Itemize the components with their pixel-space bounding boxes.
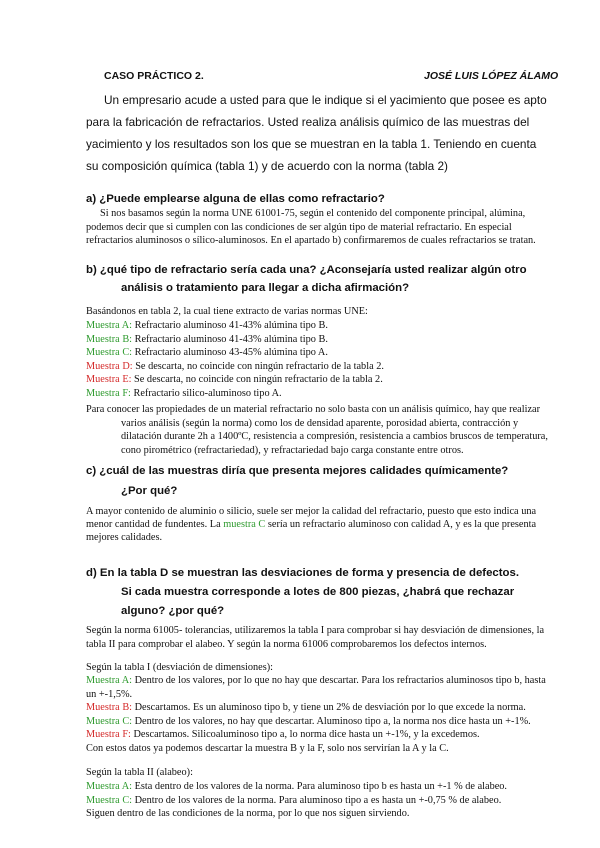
- result-text: Esta dentro de los valores de la norma. Para aluminoso tipo b es hasta un +-1 % de alabeo.: [132, 781, 508, 792]
- sample-item: [86, 346, 384, 360]
- sample-text: Refractario aluminoso 43-45% alúmina tipo A.: [132, 347, 328, 359]
- result-item: [86, 688, 546, 702]
- result-text: Descartamos. Silicoaluminoso tipo a, lo norma dice hasta un +-1%, y la excedemos.: [130, 729, 480, 741]
- sample-text: Refractario aluminoso 41-43% alúmina tipo B.: [132, 320, 328, 331]
- intro-line-3: yacimiento y los resultados son los que se muestran en la tabla 1. Teniendo en cuenta: [86, 137, 537, 151]
- answer-c-line-1: A mayor contenido de aluminio o silicio, suele ser mejor la calidad del refractario, puesto que esto indica una: [86, 506, 537, 517]
- table1-title: Según la tabla I (desviación de dimensiones):: [86, 662, 274, 673]
- sample-label: Muestra C:: [86, 347, 133, 359]
- question-d-title-1: d) En la tabla D se muestran las desviaciones de forma y presencia de defectos.: [86, 567, 520, 579]
- result-item: [86, 742, 546, 756]
- result-text: Siguen dentro de las condiciones de la norma, por lo que nos siguen sirviendo.: [86, 808, 410, 820]
- sample-label: Muestra D:: [86, 360, 133, 372]
- highlight-sample: muestra C: [223, 519, 266, 530]
- answer-b-extra-4: cono pirométrico (refractariedad), y refractariedad bajo carga constante entre otros.: [121, 445, 464, 456]
- intro-line-4: su composición química (tabla 1) y de acuerdo con la norma (tabla 2): [86, 159, 448, 173]
- sample-item: [86, 360, 384, 374]
- answer-b-extra-1: Para conocer las propiedades de un material refractario no solo basta con un análisis químico, hay que realizar: [86, 404, 541, 415]
- sample-item: [86, 333, 384, 347]
- result-text: Dentro de los valores de la norma. Para aluminoso tipo a es hasta un +-0,75 % de alabeo.: [132, 794, 502, 806]
- answer-c-text: sería un refractario aluminoso con calidad A, y es la que presenta: [265, 519, 537, 530]
- answer-d-intro-1: Según la norma 61005- tolerancias, utilizaremos la tabla I para comprobar si hay desviación de dimensiones, la: [86, 625, 545, 636]
- intro-line-1: Un empresario acude a usted para que le indique si el yacimiento que posee es apto: [104, 93, 547, 107]
- question-c-title-2: ¿Por qué?: [121, 485, 178, 497]
- answer-c-line-2: [86, 518, 536, 532]
- sample-item: [86, 387, 384, 401]
- question-b-title-2: análisis o tratamiento para llegar a dicha afirmación?: [121, 282, 410, 294]
- result-item: [86, 794, 507, 808]
- answer-a-line-1: Si nos basamos según la norma UNE 61001-75, según el contenido del componente principal, alúmina,: [100, 208, 526, 219]
- question-d-title-3: alguno? ¿por qué?: [121, 605, 225, 617]
- sample-label: Muestra B:: [86, 702, 133, 714]
- table2-results: [86, 780, 507, 821]
- result-text: Dentro de los valores, por lo que no hay que descartar. Para los refractarios aluminosos tipo b, hasta: [132, 675, 546, 686]
- result-text: un +-1,5%.: [86, 688, 133, 700]
- answer-b-extra-2: varios análisis (según la norma) como los de densidad aparente, porosidad abierta, contracción y: [121, 418, 519, 429]
- sample-text: Refractario aluminoso 41-43% alúmina tipo B.: [132, 333, 328, 345]
- sample-text: Se descarta, no coincide con ningún refractario de la tabla 2.: [132, 360, 384, 372]
- sample-item: [86, 319, 384, 333]
- result-text: Con estos datos ya podemos descartar la muestra B y la F, solo nos servirían la A y la C.: [86, 742, 449, 754]
- result-item: [86, 674, 546, 688]
- sample-label: Muestra F:: [86, 387, 131, 399]
- sample-label: Muestra A:: [86, 320, 133, 331]
- case-title: CASO PRÁCTICO 2.: [104, 70, 204, 82]
- sample-item: [86, 373, 384, 387]
- answer-d-intro-2: tabla II para comprobar el alabeo. Y según la norma 61006 comprobaremos los defectos internos.: [86, 639, 487, 650]
- sample-text: Se descarta, no coincide con ningún refractario de la tabla 2.: [131, 374, 383, 386]
- sample-label: Muestra E:: [86, 374, 132, 386]
- sample-text: Refractario silico-aluminoso tipo A.: [130, 387, 282, 399]
- result-item: [86, 701, 546, 715]
- result-item: [86, 728, 546, 742]
- answer-c-line-3: mejores calidades.: [86, 532, 163, 543]
- table1-results: [86, 674, 546, 756]
- intro-line-2: para la fabricación de refractarios. Usted realiza análisis químico de las muestras del: [86, 115, 530, 129]
- sample-label: Muestra F:: [86, 729, 131, 741]
- sample-label: Muestra A:: [86, 675, 133, 686]
- sample-label: Muestra A:: [86, 781, 133, 792]
- answer-b-lead: Basándonos en tabla 2, la cual tiene extracto de varias normas UNE:: [86, 306, 368, 317]
- result-item: [86, 715, 546, 729]
- sample-label: Muestra C:: [86, 794, 133, 806]
- sample-label: Muestra B:: [86, 333, 133, 345]
- author-name: JOSÉ LUIS LÓPEZ ÁLAMO: [424, 70, 559, 82]
- answer-b-extra-3: dilatación durante 2h a 1400ºC, resistencia a compresión, resistencia a cambios bruscos de temperatura,: [121, 431, 548, 442]
- result-text: Descartamos. Es un aluminoso tipo b, y tiene un 2% de desviación por lo que excede la norma.: [132, 702, 526, 714]
- question-d-title-2: Si cada muestra corresponde a lotes de 800 piezas, ¿habrá que rechazar: [121, 586, 515, 598]
- answer-a-line-2: podemos decir que si cumplen con las condiciones de ser algún tipo de material refractario. En especial: [86, 222, 512, 233]
- result-text: Dentro de los valores, no hay que descartar. Aluminoso tipo a, la norma nos dice hasta un +-1%.: [132, 715, 531, 727]
- question-c-title-1: c) ¿cuál de las muestras diría que presenta mejores calidades químicamente?: [86, 465, 509, 477]
- sample-list: [86, 319, 384, 401]
- result-item: [86, 807, 507, 821]
- question-a-title: a) ¿Puede emplearse alguna de ellas como refractario?: [86, 193, 385, 205]
- question-b-title-1: b) ¿qué tipo de refractario sería cada una? ¿Aconsejaría usted realizar algún otro: [86, 264, 527, 276]
- result-item: [86, 780, 507, 794]
- sample-label: Muestra C:: [86, 715, 133, 727]
- answer-c-text: menor cantidad de fundentes. La: [86, 519, 224, 530]
- answer-a-line-3: refractarios aluminosos o sílico-aluminosos. En el apartado b) confirmaremos de cuales refractarios se tratan.: [86, 235, 536, 246]
- table2-title: Según la tabla II (alabeo):: [86, 767, 193, 778]
